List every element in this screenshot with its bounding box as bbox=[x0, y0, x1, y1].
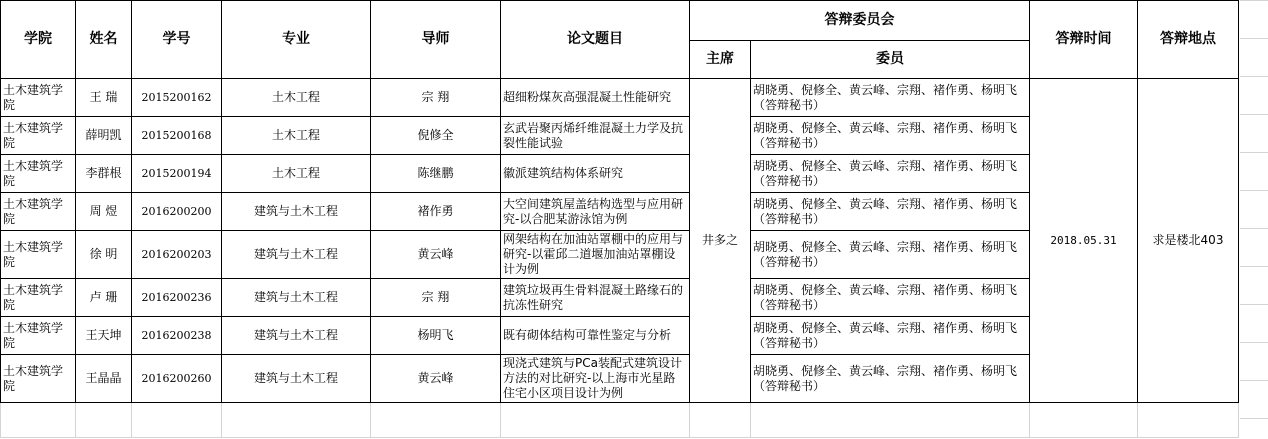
cell-major: 建筑与土木工程 bbox=[222, 231, 371, 279]
header-committee: 答辩委员会 bbox=[690, 1, 1030, 41]
cell-college: 土木建筑学院 bbox=[1, 231, 76, 279]
cell-major: 建筑与土木工程 bbox=[222, 279, 371, 317]
cell-members: 胡晓勇、倪修全、黄云峰、宗翔、褚作勇、杨明飞（答辩秘书） bbox=[751, 355, 1030, 403]
cell-major: 建筑与土木工程 bbox=[222, 355, 371, 403]
cell-members: 胡晓勇、倪修全、黄云峰、宗翔、褚作勇、杨明飞（答辩秘书） bbox=[751, 155, 1030, 193]
cell-student-id: 2016200203 bbox=[132, 231, 222, 279]
table-row bbox=[1, 79, 1239, 117]
cell-major: 土木工程 bbox=[222, 155, 371, 193]
cell-thesis-title: 徽派建筑结构体系研究 bbox=[501, 155, 690, 193]
cell-thesis-title: 网架结构在加油站罩棚中的应用与研究-以霍邱二道堰加油站罩棚设计为例 bbox=[501, 231, 690, 279]
cell-student-id: 2016200236 bbox=[132, 279, 222, 317]
empty-cell[interactable] bbox=[371, 403, 501, 438]
empty-cell[interactable] bbox=[1030, 403, 1138, 438]
cell-college: 土木建筑学院 bbox=[1, 155, 76, 193]
cell-thesis-title: 现浇式建筑与PCa装配式建筑设计方法的对比研究-以上海市光星路住宅小区项目设计为例 bbox=[501, 355, 690, 403]
cell-major: 土木工程 bbox=[222, 117, 371, 155]
cell-advisor: 黄云峰 bbox=[371, 355, 501, 403]
empty-cell[interactable] bbox=[1138, 403, 1239, 438]
cell-members: 胡晓勇、倪修全、黄云峰、宗翔、褚作勇、杨明飞（答辩秘书） bbox=[751, 193, 1030, 231]
cell-college: 土木建筑学院 bbox=[1, 193, 76, 231]
cell-name: 卢 珊 bbox=[76, 279, 132, 317]
cell-thesis-title: 建筑垃圾再生骨料混凝土路缘石的抗冻性研究 bbox=[501, 279, 690, 317]
cell-defense-time: 2018.05.31 bbox=[1030, 79, 1138, 403]
cell-advisor: 宗 翔 bbox=[371, 79, 501, 117]
cell-thesis-title: 既有砌体结构可靠性鉴定与分析 bbox=[501, 317, 690, 355]
cell-thesis-title: 玄武岩聚丙烯纤维混凝土力学及抗裂性能试验 bbox=[501, 117, 690, 155]
cell-major: 建筑与土木工程 bbox=[222, 317, 371, 355]
cell-college: 土木建筑学院 bbox=[1, 317, 76, 355]
empty-cell[interactable] bbox=[501, 403, 690, 438]
cell-name: 李群根 bbox=[76, 155, 132, 193]
cell-student-id: 2016200200 bbox=[132, 193, 222, 231]
header-advisor: 导师 bbox=[371, 1, 501, 79]
cell-major: 建筑与土木工程 bbox=[222, 193, 371, 231]
cell-members: 胡晓勇、倪修全、黄云峰、宗翔、褚作勇、杨明飞（答辩秘书） bbox=[751, 279, 1030, 317]
cell-name: 王晶晶 bbox=[76, 355, 132, 403]
cell-college: 土木建筑学院 bbox=[1, 117, 76, 155]
cell-student-id: 2016200238 bbox=[132, 317, 222, 355]
header-thesis-title: 论文题目 bbox=[501, 1, 690, 79]
cell-advisor: 宗 翔 bbox=[371, 279, 501, 317]
cell-student-id: 2015200194 bbox=[132, 155, 222, 193]
cell-chair: 井多之 bbox=[690, 79, 751, 403]
cell-name: 王天坤 bbox=[76, 317, 132, 355]
header-defense-location: 答辩地点 bbox=[1138, 1, 1239, 79]
cell-name: 薛明凯 bbox=[76, 117, 132, 155]
header-college: 学院 bbox=[1, 1, 76, 79]
cell-student-id: 2016200260 bbox=[132, 355, 222, 403]
cell-advisor: 陈继鹏 bbox=[371, 155, 501, 193]
cell-college: 土木建筑学院 bbox=[1, 279, 76, 317]
header-name: 姓名 bbox=[76, 1, 132, 79]
cell-thesis-title: 大空间建筑屋盖结构选型与应用研究-以合肥某游泳馆为例 bbox=[501, 193, 690, 231]
cell-college: 土木建筑学院 bbox=[1, 355, 76, 403]
cell-advisor: 倪修全 bbox=[371, 117, 501, 155]
cell-members: 胡晓勇、倪修全、黄云峰、宗翔、褚作勇、杨明飞（答辩秘书） bbox=[751, 317, 1030, 355]
empty-row bbox=[1, 403, 1239, 438]
cell-college: 土木建筑学院 bbox=[1, 79, 76, 117]
cell-name: 徐 明 bbox=[76, 231, 132, 279]
header-student-id: 学号 bbox=[132, 1, 222, 79]
cell-advisor: 黄云峰 bbox=[371, 231, 501, 279]
cell-student-id: 2015200162 bbox=[132, 79, 222, 117]
empty-cell[interactable] bbox=[1, 403, 76, 438]
cell-name: 周 煜 bbox=[76, 193, 132, 231]
header-members: 委员 bbox=[751, 41, 1030, 79]
empty-cell[interactable] bbox=[690, 403, 751, 438]
cell-name: 王 瑞 bbox=[76, 79, 132, 117]
cell-defense-location: 求是楼北403 bbox=[1138, 79, 1239, 403]
cell-advisor: 杨明飞 bbox=[371, 317, 501, 355]
header-chair: 主席 bbox=[690, 41, 751, 79]
empty-cell[interactable] bbox=[132, 403, 222, 438]
cell-major: 土木工程 bbox=[222, 79, 371, 117]
header-major: 专业 bbox=[222, 1, 371, 79]
empty-cell[interactable] bbox=[751, 403, 1030, 438]
empty-cell[interactable] bbox=[76, 403, 132, 438]
cell-members: 胡晓勇、倪修全、黄云峰、宗翔、褚作勇、杨明飞（答辩秘书） bbox=[751, 231, 1030, 279]
header-defense-time: 答辩时间 bbox=[1030, 1, 1138, 79]
cell-advisor: 褚作勇 bbox=[371, 193, 501, 231]
cell-members: 胡晓勇、倪修全、黄云峰、宗翔、褚作勇、杨明飞（答辩秘书） bbox=[751, 117, 1030, 155]
cell-members: 胡晓勇、倪修全、黄云峰、宗翔、褚作勇、杨明飞（答辩秘书） bbox=[751, 79, 1030, 117]
cell-thesis-title: 超细粉煤灰高强混凝土性能研究 bbox=[501, 79, 690, 117]
empty-cell[interactable] bbox=[222, 403, 371, 438]
cell-student-id: 2015200168 bbox=[132, 117, 222, 155]
spreadsheet-gridlines bbox=[1240, 0, 1268, 439]
